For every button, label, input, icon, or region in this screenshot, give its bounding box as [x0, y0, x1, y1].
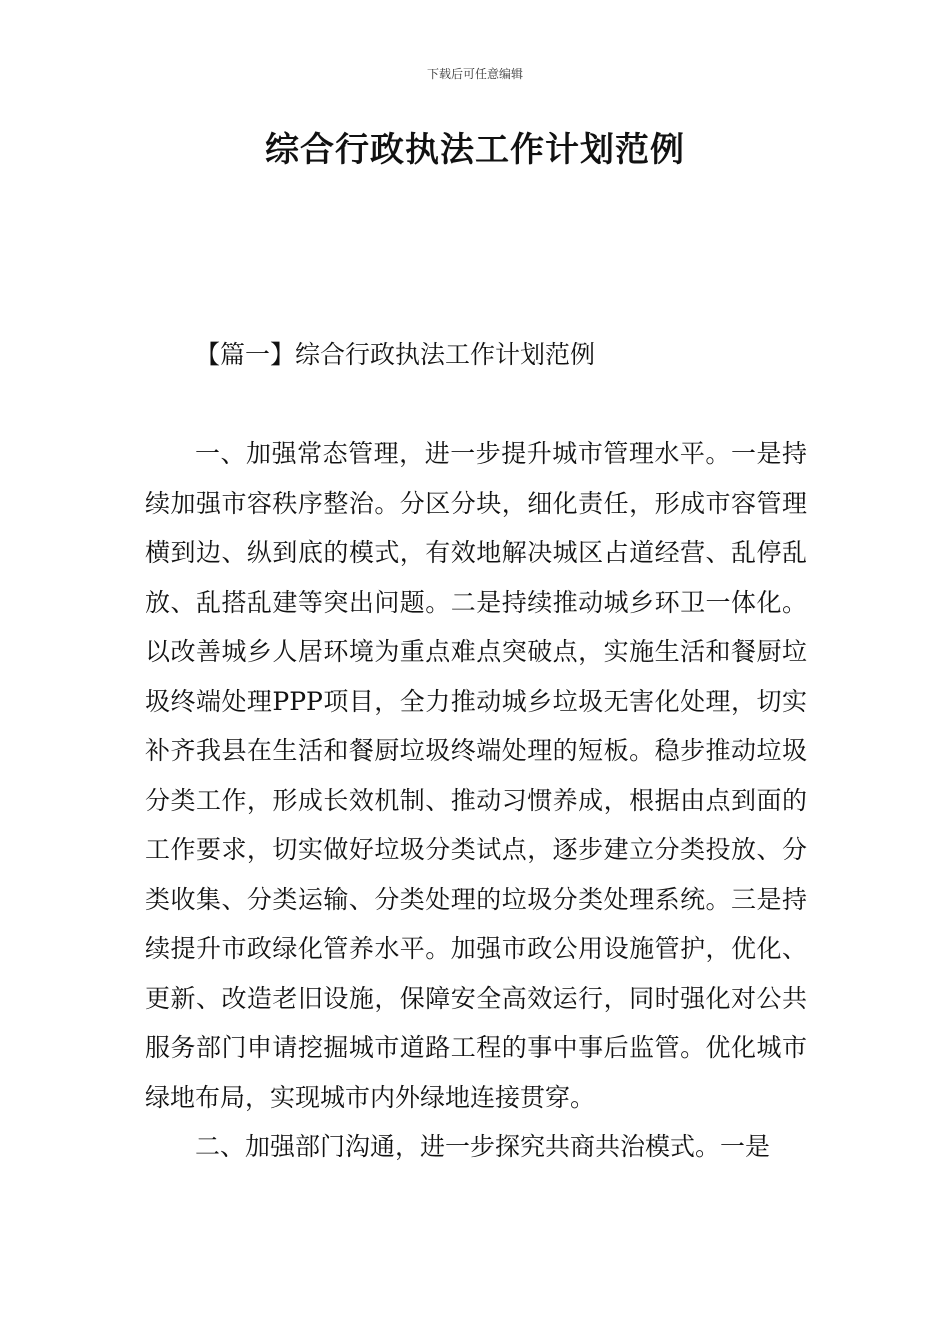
- blank-line: [145, 380, 807, 430]
- document-body: [145, 330, 807, 1172]
- paragraph-2: 二、加强部门沟通，进一步探究共商共治模式。一是: [195, 1132, 771, 1161]
- header-note: 下载后可任意编辑: [426, 67, 523, 81]
- paragraph-1: 一、加强常态管理，进一步提升城市管理水平。一是持续加强市容秩序整治。分区分块，细化责任，形成市容管理横到边、纵到底的模式，有效地解决城区占道经营、乱停乱放、乱搭乱建等突出问题。二是持续推动城乡环卫一体化。以改善城乡人居环境为重点难点突破点，实施生活和餐厨垃圾终端处理PPP项目，全力推动城乡垃圾无害化处理，切实补齐我县在生活和餐厨垃圾终端处理的短板。稳步推动垃圾分类工作，形成长效机制、推动习惯养成，根据由点到面的工作要求，切实做好垃圾分类试点，逐步建立分类投放、分类收集、分类运输、分类处理的垃圾分类处理系统。三是持续提升市政绿化管养水平。加强市政公用设施管护，优化、更新、改造老旧设施，保障安全高效运行，同时强化对公共服务部门申请挖掘城市道路工程的事中事后监管。优化城市绿地布局，实现城市内外绿地连接贯穿。: [145, 439, 807, 1112]
- section-heading: 【篇一】综合行政执法工作计划范例: [195, 340, 596, 369]
- document-title: 综合行政执法工作计划范例: [265, 130, 685, 170]
